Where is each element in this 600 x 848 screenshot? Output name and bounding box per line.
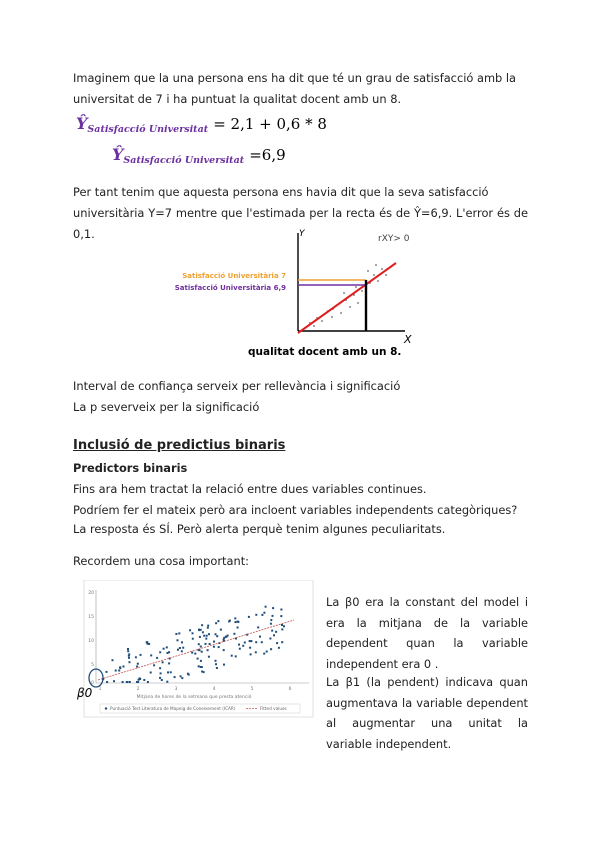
scatter-point bbox=[216, 635, 218, 637]
scatter-point bbox=[215, 622, 217, 624]
scatter-point bbox=[278, 647, 280, 649]
scatter-point bbox=[180, 675, 182, 677]
y-tick: 0 bbox=[91, 681, 94, 686]
y-tick: 15 bbox=[88, 615, 94, 620]
scatter-point bbox=[136, 681, 138, 683]
scatter-point bbox=[122, 681, 124, 683]
beta1-explanation: La β1 (la pendent) indicava quan augmentava la variable dependent al augmentar una unitat la variable independent. bbox=[326, 675, 528, 751]
x-tick: 2 bbox=[136, 687, 140, 692]
scatter-point bbox=[283, 625, 285, 627]
scatter-point bbox=[233, 633, 235, 635]
scatter-point bbox=[129, 681, 131, 683]
section-line-2: Podríem fer el mateix però ara incloent variables independents categòriques? bbox=[73, 503, 518, 517]
scatter-point bbox=[177, 649, 179, 651]
scatter-point bbox=[177, 639, 179, 641]
scatter-point bbox=[216, 667, 218, 669]
x-tick: 1 bbox=[98, 687, 102, 692]
scatter-point bbox=[234, 617, 236, 619]
scatter-point bbox=[203, 671, 205, 673]
scatter-point bbox=[161, 679, 163, 681]
section-line-4: Recordem una cosa important: bbox=[73, 554, 249, 568]
scatter-point bbox=[166, 646, 168, 648]
scatter-point bbox=[174, 676, 176, 678]
scatter-point bbox=[205, 643, 207, 645]
scatter-point bbox=[276, 642, 278, 644]
scatter-point bbox=[261, 641, 263, 643]
scatter-point bbox=[237, 627, 239, 629]
scatter-point bbox=[146, 641, 148, 643]
scatter-point bbox=[270, 648, 272, 650]
scatter-point bbox=[208, 656, 210, 658]
scatter-point bbox=[261, 614, 263, 616]
scatter-point bbox=[257, 626, 259, 628]
scatter-point bbox=[182, 647, 184, 649]
scatter-point bbox=[194, 653, 196, 655]
scatter-point bbox=[266, 651, 268, 653]
scatter-point bbox=[215, 660, 217, 662]
scatter-point bbox=[192, 638, 194, 640]
intro-line-2: universitat de 7 i ha puntuat la qualitat docent amb un 8. bbox=[73, 92, 402, 106]
scatter-point bbox=[248, 616, 250, 618]
scatter-point bbox=[242, 645, 244, 647]
equation-subscript-2: Satisfacció Universitat bbox=[123, 155, 245, 166]
x-axis-label: X bbox=[404, 333, 412, 346]
scatter-point bbox=[249, 647, 251, 649]
equation-subscript: Satisfacció Universitat bbox=[87, 124, 209, 135]
scatter-point bbox=[123, 666, 125, 668]
scatter-point bbox=[207, 625, 209, 627]
beta0-label: β0 bbox=[77, 686, 93, 700]
scatter-point bbox=[118, 670, 120, 672]
scatter-point bbox=[272, 615, 274, 617]
scatter-point bbox=[200, 660, 202, 662]
scatter-point bbox=[270, 623, 272, 625]
scatter-point bbox=[178, 632, 180, 634]
scatter-point bbox=[106, 671, 108, 673]
scatter-point bbox=[168, 662, 170, 664]
scatter-point bbox=[218, 646, 220, 648]
scatter-point bbox=[147, 681, 149, 683]
scatter-point bbox=[207, 627, 209, 629]
scatter-point bbox=[127, 650, 129, 652]
scatter-point bbox=[269, 638, 271, 640]
scatter-point bbox=[275, 631, 277, 633]
scatter-point bbox=[220, 629, 222, 631]
scatter-point bbox=[189, 629, 191, 631]
scatter-point bbox=[113, 680, 115, 682]
scatter-point bbox=[213, 646, 215, 648]
scatter-point bbox=[179, 647, 181, 649]
scatter-point bbox=[259, 636, 261, 638]
scatter-point bbox=[244, 642, 246, 644]
scatter-point bbox=[255, 641, 257, 643]
scatter-point bbox=[198, 643, 200, 645]
scatter-point bbox=[143, 679, 145, 681]
yhat-symbol-2: Ŷ bbox=[112, 145, 124, 164]
note-line-1: Interval de confiança serveix per rellevància i significació bbox=[73, 379, 401, 393]
correlation-label: rXY> 0 bbox=[378, 234, 410, 244]
scatter-point bbox=[208, 633, 210, 635]
scatter-point bbox=[175, 633, 177, 635]
scatter-point bbox=[181, 650, 183, 652]
scatter-point bbox=[270, 619, 272, 621]
equation-2-rhs: =6,9 bbox=[249, 146, 286, 164]
scatter-point bbox=[160, 672, 162, 674]
scatter-point bbox=[273, 634, 275, 636]
scatter-point bbox=[225, 636, 227, 638]
scatter-point bbox=[215, 633, 217, 635]
section-title: Inclusió de predictius binaris bbox=[73, 438, 286, 453]
scatter-point bbox=[159, 667, 161, 669]
scatter-point bbox=[200, 646, 202, 648]
scatter-point bbox=[139, 677, 141, 679]
scatter-point bbox=[223, 664, 225, 666]
scatter-point bbox=[217, 620, 219, 622]
scatter-point bbox=[239, 648, 241, 650]
scatter-point bbox=[119, 666, 121, 668]
scatter-point bbox=[271, 630, 273, 632]
scatter-point bbox=[159, 677, 161, 679]
scatter-point bbox=[265, 606, 267, 608]
scatter-point bbox=[129, 661, 131, 663]
scatter-point bbox=[209, 643, 211, 645]
scatter-point bbox=[199, 636, 201, 638]
x-tick: 6 bbox=[288, 687, 292, 692]
scatter-point bbox=[192, 632, 194, 634]
y-tick: 20 bbox=[88, 591, 94, 596]
x-tick: 4 bbox=[212, 687, 216, 692]
note-line-2: La p severveix per la significació bbox=[73, 400, 260, 414]
regression-figure bbox=[170, 225, 430, 360]
y-tick: 10 bbox=[88, 639, 94, 644]
scatter-point bbox=[136, 666, 138, 668]
scatter-point bbox=[163, 648, 165, 650]
scatter-point bbox=[237, 621, 239, 623]
scatter-point bbox=[228, 620, 230, 622]
scatter-point bbox=[170, 671, 172, 673]
section-subtitle: Predictors binaris bbox=[73, 461, 188, 475]
scatter-point bbox=[181, 641, 183, 643]
scatter-point bbox=[197, 658, 199, 660]
scatter-point bbox=[127, 648, 129, 650]
equation-1-rhs: = 2,1 + 0,6 * 8 bbox=[213, 115, 327, 133]
x-tick: 5 bbox=[250, 687, 254, 692]
figure-caption: qualitat docent amb un 8. bbox=[248, 346, 402, 358]
explanation-line-1: Per tant tenim que aquesta persona ens havia dit que la seva satisfacció bbox=[73, 185, 489, 199]
label-predicted: Satisfacció Universitària 6,9 bbox=[174, 284, 286, 292]
section-line-3: La resposta és SÍ. Però alerta perquè tenim algunes peculiaritats. bbox=[73, 522, 446, 536]
label-observed: Satisfacció Universitària 7 bbox=[182, 272, 286, 280]
scatter-point bbox=[223, 649, 225, 651]
scatter-point bbox=[235, 621, 237, 623]
scatter-figure bbox=[74, 580, 314, 718]
equation-2 bbox=[112, 145, 286, 166]
y-tick: 5 bbox=[91, 663, 94, 668]
scatter-point bbox=[201, 624, 203, 626]
y-axis-label: Y bbox=[299, 229, 305, 239]
scatter-point bbox=[166, 681, 168, 683]
scatter-point bbox=[168, 651, 170, 653]
scatter-point bbox=[250, 640, 252, 642]
scatter-point bbox=[207, 649, 209, 651]
scatter-point bbox=[202, 631, 204, 633]
scatter-point bbox=[200, 666, 202, 668]
legend-line: Fitted values bbox=[260, 706, 287, 711]
beta0-explanation: La β0 era la constant del model i era la mitjana de la variable dependent quan la variable independent era 0 . bbox=[326, 595, 528, 671]
scatter-point bbox=[140, 654, 142, 656]
scatter-point bbox=[191, 652, 193, 654]
scatter-point bbox=[181, 677, 183, 679]
scatter-point bbox=[215, 663, 217, 665]
scatter-point bbox=[187, 673, 189, 675]
scatter-point bbox=[227, 635, 229, 637]
regression-line bbox=[298, 263, 396, 333]
scatter-point bbox=[106, 681, 108, 683]
scatter-point bbox=[280, 609, 282, 611]
scatter-point bbox=[156, 657, 158, 659]
scatter-point bbox=[112, 659, 114, 661]
x-axis-title: Mitjana de hores de la setmana que presta atenció bbox=[136, 695, 252, 700]
scatter-point bbox=[281, 641, 283, 643]
equation-1 bbox=[76, 114, 327, 135]
scatter-point bbox=[150, 654, 152, 656]
scatter-point bbox=[128, 653, 130, 655]
scatter-point bbox=[238, 644, 240, 646]
scatter-point bbox=[135, 656, 137, 658]
legend-points: Puntuació Test Literatura de Mapeig de Coneixement (ICAR) bbox=[110, 706, 236, 711]
scatter-point bbox=[213, 641, 215, 643]
x-tick: 3 bbox=[174, 687, 178, 692]
scatter-point bbox=[263, 612, 265, 614]
scatter-point bbox=[159, 651, 161, 653]
scatter-point bbox=[206, 635, 208, 637]
scatter-point bbox=[281, 624, 283, 626]
scatter-point bbox=[272, 607, 274, 609]
scatter-point bbox=[198, 629, 200, 631]
scatter-point bbox=[162, 661, 164, 663]
scatter-point bbox=[115, 670, 117, 672]
scatter-point bbox=[281, 628, 283, 630]
scatter-point bbox=[201, 651, 203, 653]
scatter-point bbox=[255, 614, 257, 616]
section-line-1: Fins ara hem tractat la relació entre dues variables continues. bbox=[73, 482, 427, 496]
scatter-point bbox=[198, 665, 200, 667]
scatter-point bbox=[263, 653, 265, 655]
scatter-point bbox=[280, 615, 282, 617]
scatter-point bbox=[235, 655, 237, 657]
scatter-point bbox=[128, 657, 130, 659]
explanation-line-2: universitària Y=7 mentre que l'estimada per la recta és de Ŷ=6,9. L'error és de 0,1. bbox=[73, 206, 528, 241]
scatter-point bbox=[150, 672, 152, 674]
scatter-point bbox=[167, 671, 169, 673]
yhat-symbol: Ŷ bbox=[76, 114, 88, 133]
scatter-point bbox=[255, 651, 257, 653]
scatter-point bbox=[137, 663, 139, 665]
scatter-point bbox=[153, 664, 155, 666]
intro-line-1: Imaginem que la una persona ens ha dit que té un grau de satisfacció amb la bbox=[73, 71, 517, 85]
scatter-point bbox=[231, 655, 233, 657]
scatter-point bbox=[250, 653, 252, 655]
scatter-point bbox=[205, 638, 207, 640]
scatter-point bbox=[203, 635, 205, 637]
scatter-point bbox=[126, 681, 128, 683]
scatter-point bbox=[249, 640, 251, 642]
